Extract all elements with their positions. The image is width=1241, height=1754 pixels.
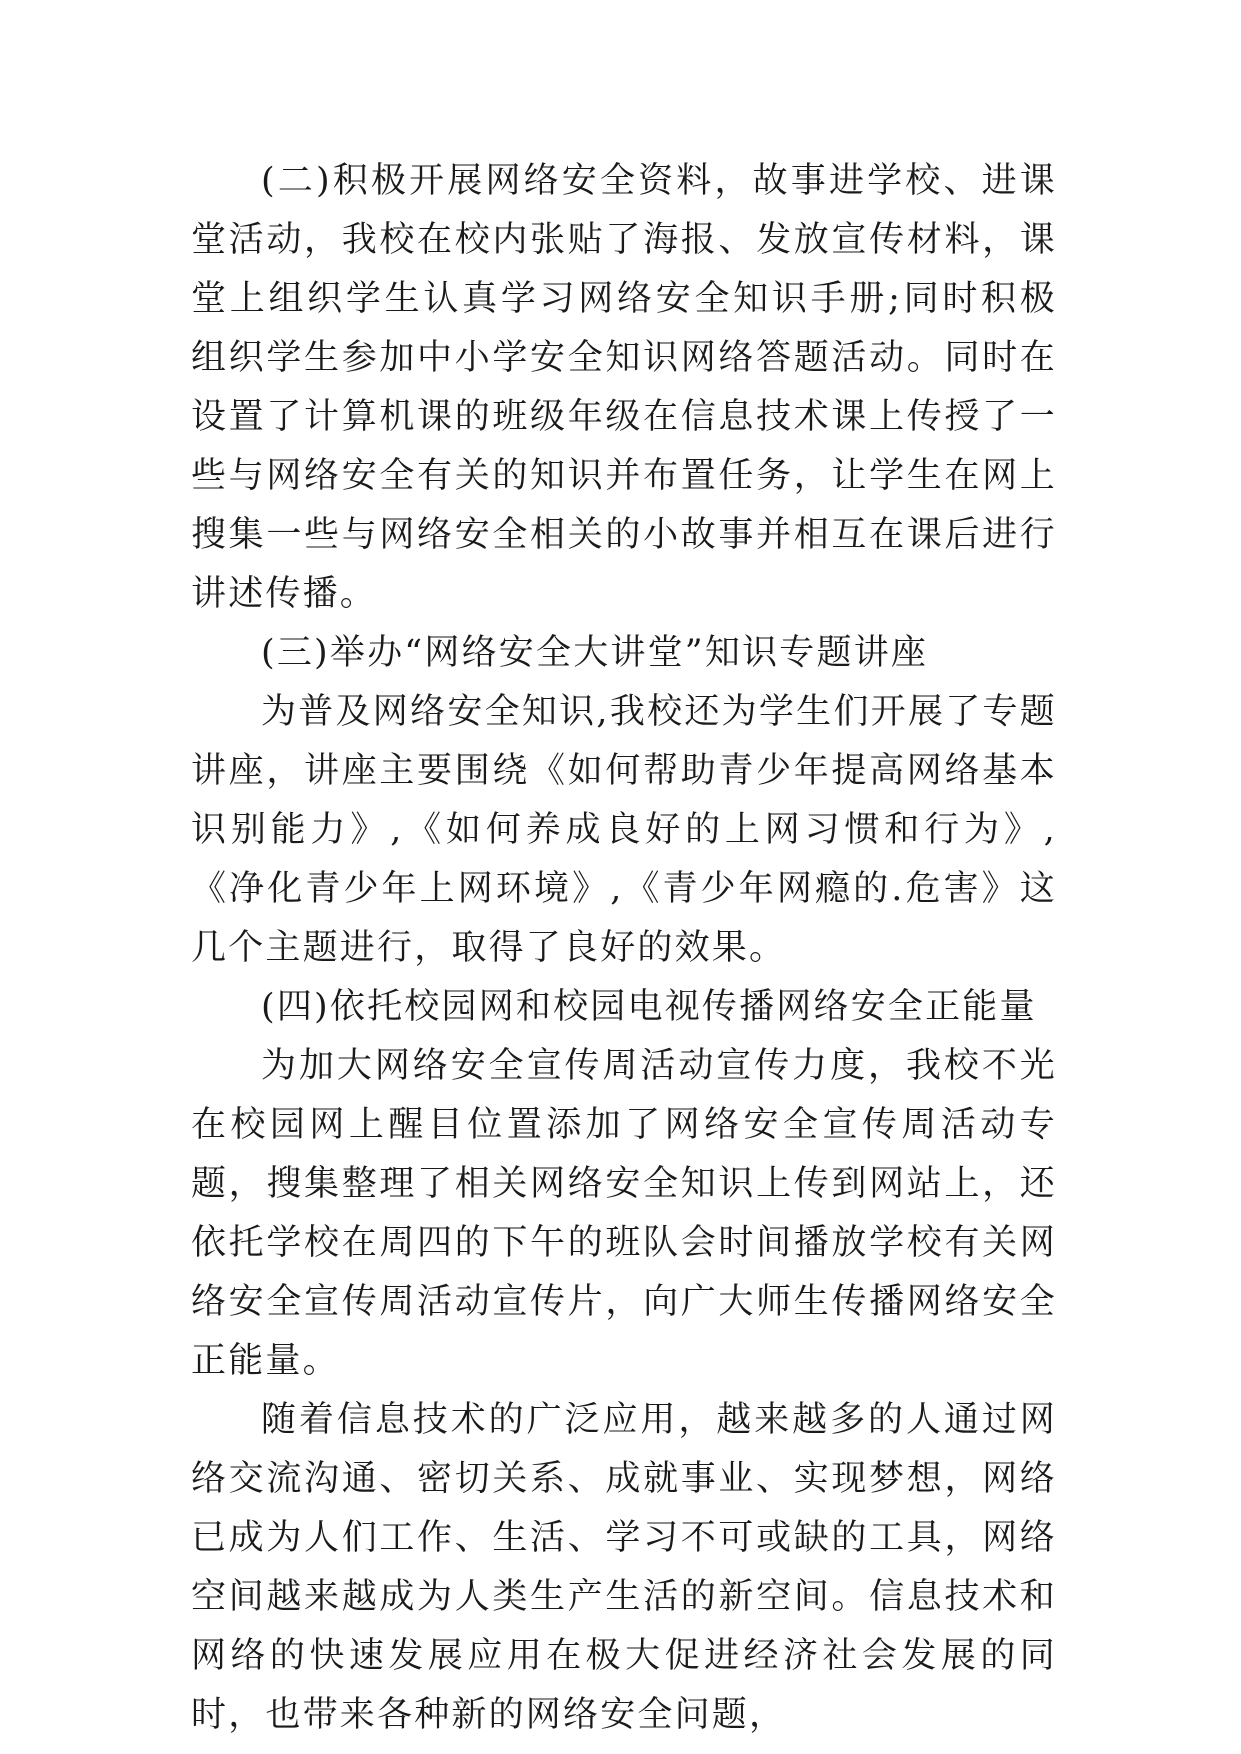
paragraph-campus-activities: (二)积极开展网络安全资料，故事进学校、进课堂活动，我校在校内张贴了海报、发放宣传材料，课堂上组织学生认真学习网络安全知识手册;同时积极组织学生参加中小学安全知识网络答题活动。同时在设置了计算机课的班级年级在信息技术课上传授了一些与网络安全有关的知识并布置任务，让学生在网上搜集一些与网络安全相关的小故事并相互在课后进行讲述传播。 bbox=[191, 161, 1057, 614]
paragraph-lecture-topics: 为普及网络安全知识,我校还为学生们开展了专题讲座，讲座主要围绕《如何帮助青少年提高网络基本识别能力》,《如何养成良好的上网习惯和行为》,《净化青少年上网环境》,《青少年网瘾的.危害》这几个主题进行，取得了良好的效果。 bbox=[191, 692, 1057, 968]
paragraph-network-development: 随着信息技术的广泛应用，越来越多的人通过网络交流沟通、密切关系、成就事业、实现梦想，网络已成为人们工作、生活、学习不可或缺的工具，网络空间越来越成为人类生产生活的新空间。信息技术和网络的快速发展应用在极大促进经济社会发展的同时，也带来各种新的网络安全问题， bbox=[191, 1400, 1057, 1735]
document-body bbox=[191, 152, 1057, 1745]
paragraph-campus-network: 为加大网络安全宣传周活动宣传力度，我校不光在校园网上醒目位置添加了网络安全宣传周活动专题，搜集整理了相关网络安全知识上传到网站上，还依托学校在周四的下午的班队会时间播放学校有关网络安全宣传周活动宣传片，向广大师生传播网络安全正能量。 bbox=[191, 1046, 1057, 1381]
section-heading-lecture: (三)举办“网络安全大讲堂”知识专题讲座 bbox=[261, 633, 929, 673]
section-heading-campus-network: (四)依托校园网和校园电视传播网络安全正能量 bbox=[261, 987, 1037, 1027]
